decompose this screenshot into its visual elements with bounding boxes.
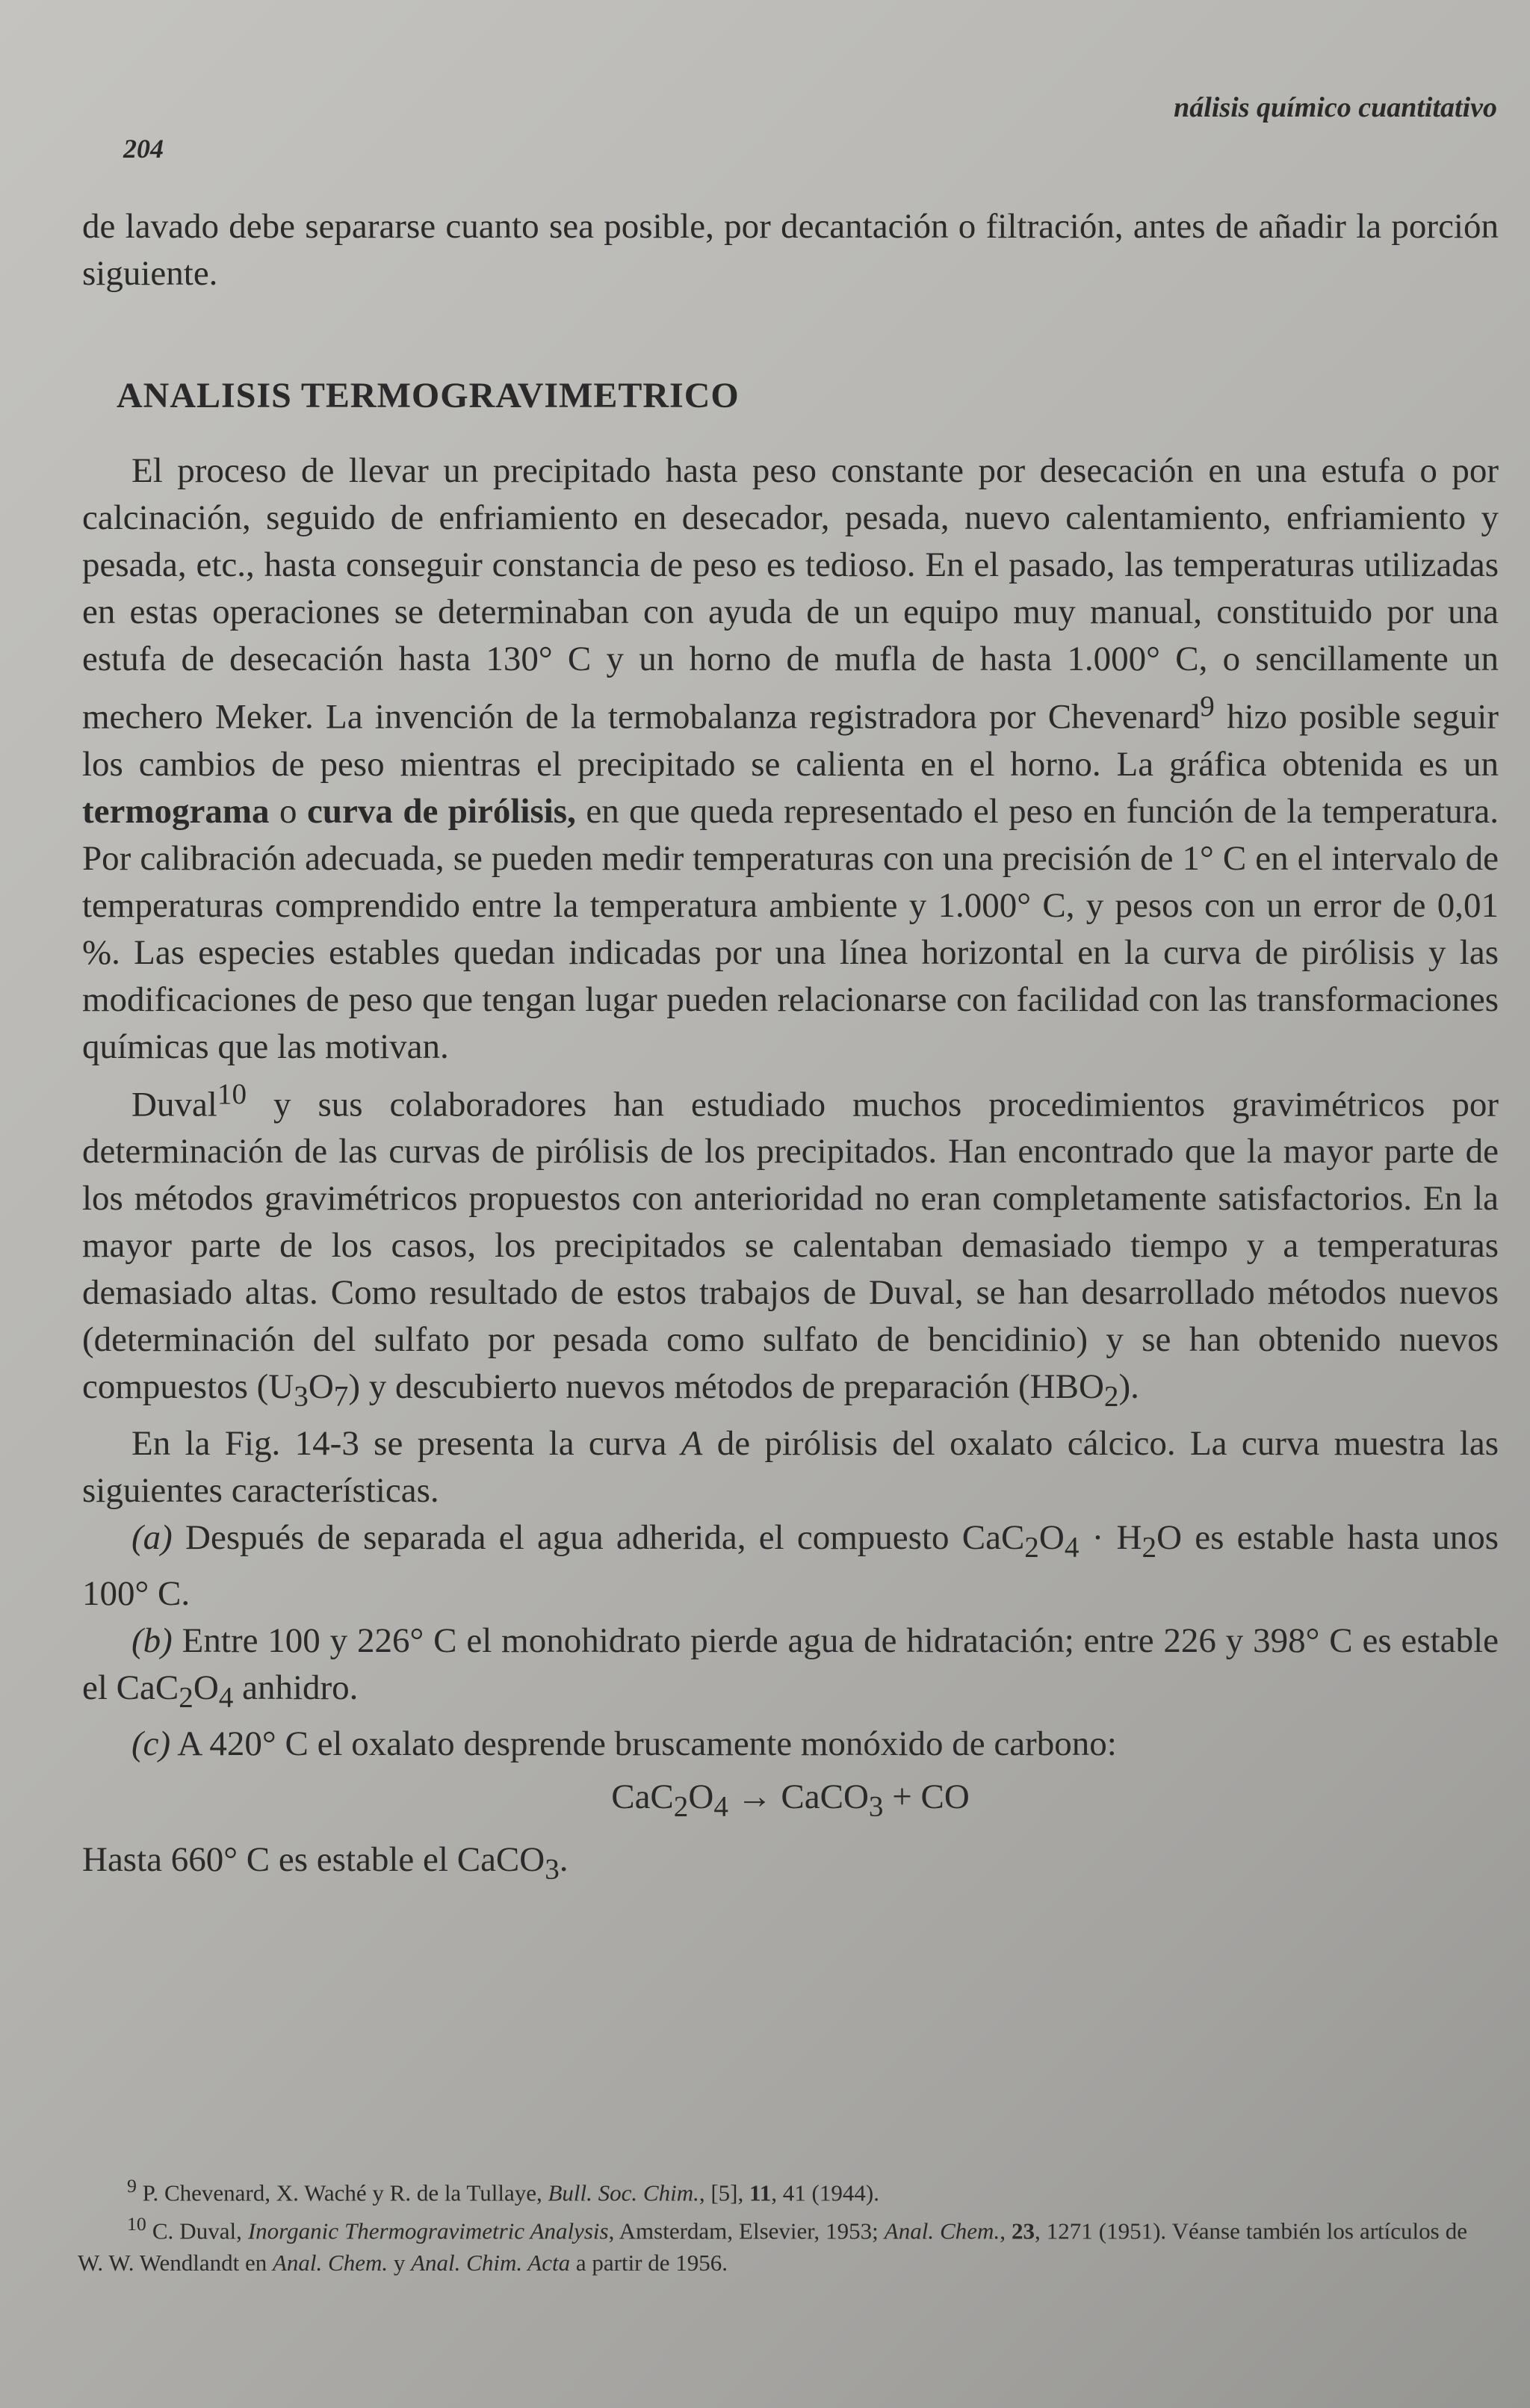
list-item-c: (c) A 420° C el oxalato desprende bruscamente monóxido de carbono:: [131, 1724, 1117, 1764]
page-number: 204: [123, 134, 164, 164]
footnote-ref-9[interactable]: 9: [1200, 690, 1215, 722]
footnotes: [78, 2170, 1467, 2279]
intro-paragraph: de lavado debe separarse cuanto sea posible, por decantación o filtración, antes de añadir la porción siguiente.: [82, 207, 1499, 293]
paragraph-duval: Duval$^{10}$ y sus colaboradores han estudiado muchos procedimientos gravimétricos por determinación de las curvas de pirólisis de los precipitados. Han encontrado que la mayor parte de los métodos gravimétricos propuestos con anterioridad no eran completamente satisfactorios. En la mayor parte de los casos, los precipitados se calentaban demasiado tiempo y a temperaturas demasiado altas. Como resultado de estos trabajos de Duval, se han desarrollado métodos nuevos (determinación del sulfato por pesada como sulfato de bencidinio) y se han obtenido nuevos compuestos $(U_3O_7)$ y descubierto nuevos métodos de preparación $(HBO_2)$.: [82, 1077, 1499, 1413]
paragraph-figure-ref: En la Fig. 14-3 se presenta la curva A de pirólisis del oxalato cálcico. La curva muestra las siguientes características.: [82, 1423, 1499, 1510]
chemical-equation: $CaC_2O_4$ → CaCO$_3$ + CO: [611, 1777, 970, 1823]
closing-line: Hasta 660° C es estable el CaCO$_3$.: [82, 1839, 569, 1886]
footnote-ref-10[interactable]: 10: [217, 1077, 247, 1110]
running-head: nálisis químico cuantitativo: [1174, 92, 1497, 123]
section-heading: ANALISIS TERMOGRAVIMETRICO: [117, 376, 740, 415]
term-termograma: termograma: [82, 791, 270, 831]
body-text: [82, 203, 1499, 1892]
curve-label: A: [681, 1423, 703, 1463]
term-curva-pirolisis: curva de pirólisis,: [306, 791, 576, 831]
footnote-9: $^9$ P. Chevenard, X. Waché y R. de la Tullaye, Bull. Soc. Chim., [5], 11, 41 (1944).: [127, 2175, 879, 2206]
list-item-b: (b) Entre 100 y 226° C el monohidrato pierde agua de hidratación; entre 226 y 398° C es estable el $CaC_2O_4$ anhidro.: [82, 1621, 1499, 1714]
paragraph-termobalanza: El proceso de llevar un precipitado hasta peso constante por desecación en una estufa o por calcinación, seguido de enfriamiento en desecador, pesada, nuevo calentamiento, enfriamiento y pesada, etc., hasta conseguir constancia de peso es tedioso. En el pasado, las temperaturas utilizadas en estas operaciones se determinaban con ayuda de un equipo muy manual, constituido por una estufa de desecación hasta 130° C y un horno de mufla de hasta 1.000° C, o sencillamente un mechero Meker. La invención de la termobalanza registradora por Chevenard$^9$ hizo posible seguir los cambios de peso mientras el precipitado se calienta en el horno. La gráfica obtenida es un termograma o curva de pirólisis, en que queda representado el peso en función de la temperatura. Por calibración adecuada, se pueden medir temperaturas con una precisión de 1° C en el intervalo de temperaturas comprendido entre la temperatura ambiente y 1.000° C, y pesos con un error de 0,01 %. Las especies estables quedan indicadas por una línea horizontal en la curva de pirólisis y las modificaciones de peso que tengan lugar pueden relacionarse con facilidad con las transformaciones químicas que las motivan.: [82, 451, 1499, 1066]
footnote-10: $^{10}$ C. Duval, Inorganic Thermogravimetric Analysis, Amsterdam, Elsevier, 1953; Anal. Chem., 23, 1271 (1951). Véanse también los artículos de W. W. Wendlandt en Anal. Chem. y Anal. Chim. Acta a partir de 1956.: [78, 2213, 1468, 2276]
list-item-a: (a) Después de separada el agua adherida, el compuesto $CaC_2O_4 \cdot H_2O$ es estable hasta unos 100° C.: [82, 1517, 1499, 1614]
